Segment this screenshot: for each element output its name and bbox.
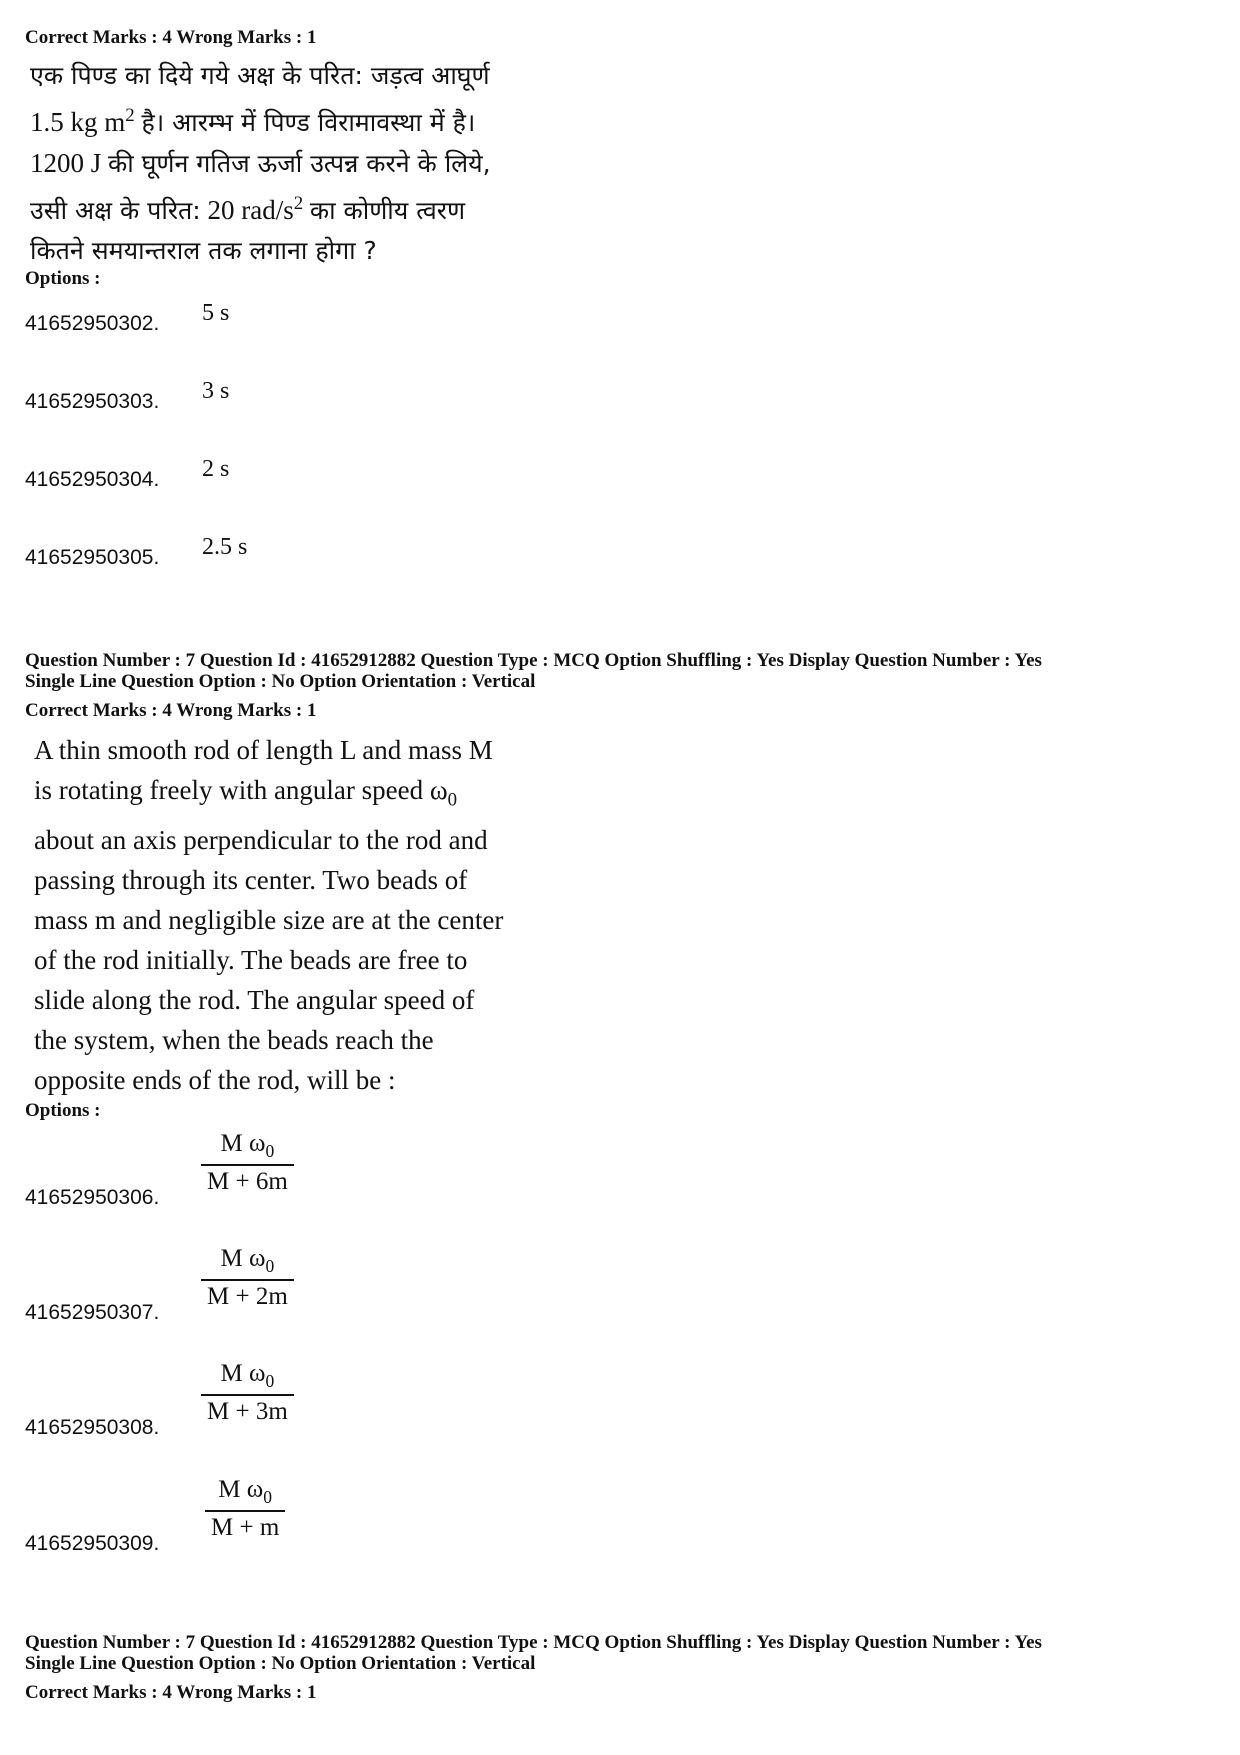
option-row[interactable]: [25, 1245, 425, 1335]
question-line: [30, 184, 550, 231]
option-id: 41652950309.: [25, 1532, 160, 1555]
question-text: [34, 730, 503, 1100]
option-id: 41652950302.: [25, 312, 160, 335]
option-fraction: [201, 1130, 294, 1196]
options-label: Options :: [25, 1100, 101, 1121]
question-line: of the rod initially. The beads are free to: [34, 945, 468, 976]
option-value: 2.5 s: [202, 534, 248, 560]
question-line: mass m and negligible size are at the center: [34, 905, 504, 936]
option-row[interactable]: [25, 1130, 425, 1220]
denominator: M + 3m: [207, 1398, 288, 1425]
question-line: the system, when the beads reach the: [34, 1025, 434, 1056]
question-line: opposite ends of the rod, will be :: [34, 1065, 396, 1096]
numerator-subscript: 0: [265, 1371, 275, 1391]
option-fraction: [201, 1245, 294, 1311]
option-id: 41652950304.: [25, 468, 160, 491]
inertia-value: 1.5 kg m: [30, 107, 126, 137]
inertia-exponent: 2: [125, 105, 135, 126]
option-id: 41652950308.: [25, 1416, 160, 1439]
marks-line: Correct Marks : 4 Wrong Marks : 1: [25, 1682, 317, 1703]
numerator: M ω: [220, 1130, 266, 1157]
question-line: about an axis perpendicular to the rod and: [34, 825, 488, 856]
option-row[interactable]: [25, 1476, 425, 1566]
numerator-subscript: 0: [265, 1141, 275, 1161]
option-value: 2 s: [202, 456, 230, 482]
option-fraction: [201, 1360, 294, 1426]
question-text: है। आरम्भ में पिण्ड विरामावस्था में है।: [141, 108, 476, 137]
numerator: M ω: [218, 1476, 264, 1503]
marks-line: Correct Marks : 4 Wrong Marks : 1: [25, 27, 317, 48]
option-fraction: [205, 1476, 285, 1542]
denominator: M + 6m: [207, 1168, 288, 1195]
question-text-hindi: [30, 56, 550, 271]
energy-value: 1200 J: [30, 148, 102, 178]
question-line: कितने समयान्तराल तक लगाना होगा ?: [30, 236, 377, 265]
question-line: [30, 96, 550, 143]
option-id: 41652950305.: [25, 546, 160, 569]
question-line: slide along the rod. The angular speed of: [34, 985, 475, 1016]
question-header-line2: Single Line Question Option : No Option Orientation : Vertical: [25, 671, 536, 692]
numerator-subscript: 0: [263, 1487, 272, 1507]
marks-line: Correct Marks : 4 Wrong Marks : 1: [25, 700, 317, 721]
option-id: 41652950303.: [25, 390, 160, 413]
options-label: Options :: [25, 268, 101, 289]
question-text: की घूर्णन गतिज ऊर्जा उत्पन्न करने के लिये,: [108, 149, 491, 178]
denominator: M + 2m: [207, 1283, 288, 1310]
question-text: का कोणीय त्वरण: [309, 196, 466, 225]
option-value: 5 s: [202, 300, 230, 326]
option-id: 41652950307.: [25, 1301, 160, 1324]
question-line: A thin smooth rod of length L and mass M: [34, 735, 493, 765]
numerator-subscript: 0: [265, 1256, 275, 1276]
denominator: M + m: [211, 1514, 280, 1541]
accel-exponent: 2: [293, 193, 304, 214]
question-line: [30, 143, 550, 184]
question-header-line1: Question Number : 7 Question Id : 41652912882 Question Type : MCQ Option Shuffling : Yes Display Question Number : Yes: [25, 650, 1042, 671]
option-id: 41652950306.: [25, 1186, 160, 1209]
numerator: M ω: [220, 1360, 266, 1387]
question-line: एक पिण्ड का दिये गये अक्ष के परित: जड़त्व आघूर्ण: [30, 61, 490, 90]
question-line: passing through its center. Two beads of: [34, 865, 468, 896]
question-header-line1: Question Number : 7 Question Id : 41652912882 Question Type : MCQ Option Shuffling : Yes Display Question Number : Yes: [25, 1632, 1042, 1653]
option-row[interactable]: [25, 1360, 425, 1450]
accel-value: 20 rad/s: [207, 195, 294, 225]
question-line: [34, 770, 503, 820]
option-value: 3 s: [202, 378, 230, 404]
numerator: M ω: [220, 1245, 266, 1272]
question-text: उसी अक्ष के परित:: [30, 196, 201, 225]
omega-subscript: 0: [447, 789, 458, 811]
question-header-line2: Single Line Question Option : No Option Orientation : Vertical: [25, 1653, 536, 1674]
question-text: is rotating freely with angular speed ω: [34, 775, 448, 805]
